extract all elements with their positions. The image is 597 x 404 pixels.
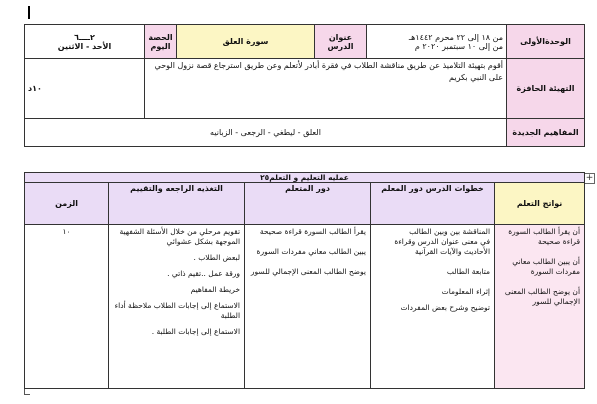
day-label: اليوم <box>150 41 171 51</box>
outcome-item: أن يقرأ الطالب السورة قراءة صحيحة <box>508 227 581 246</box>
feedback-item: ورقة عمل ..تقيم ذاتي . <box>167 269 241 278</box>
outcome-item: أن يوضح الطالب المعنى الإجمالي للسور <box>504 287 581 306</box>
step-item: متابعة الطالب <box>446 267 491 276</box>
unit-label: الوحدةالأولى <box>507 25 585 59</box>
motivation-text: أقوم بتهيئة التلاميذ عن طريق مناقشة الطلاب في فقرة أبادر لأتعلم وعن طريق استرجاع قصة نزول الوحي على النبي بكريم <box>145 59 507 119</box>
date-gregorian: من إلى ١٠ سبتمبر ٢٠٢٠ م <box>414 41 503 51</box>
table-move-handle[interactable]: + <box>585 173 594 183</box>
text-cursor <box>28 6 30 19</box>
step-item: المناقشة بين وبين الطالب <box>409 227 491 236</box>
student-role-cell <box>245 225 371 389</box>
motivation-time: ١٠د <box>25 59 145 119</box>
student-role-item: يقرأ الطالب السورة قراءة صحيحة <box>259 227 367 236</box>
time-cell <box>25 225 109 389</box>
day-value: الأحد - الاثنين <box>57 41 112 51</box>
date-hijri: من ١٨ إلى ٢٢ محرم ١٤٤٢هـ <box>408 32 503 42</box>
header-time: الزمن <box>25 183 109 225</box>
feedback-item: الاستماع إلى إجابات الطلبة . <box>151 327 241 336</box>
step-item: توضيح وشرح بعض المفردات <box>400 303 491 312</box>
student-role-item: يوضح الطالب المعنى الإجمالي للسور <box>250 267 367 276</box>
header-outcomes: نواتج التعلم <box>495 183 585 225</box>
feedback-cell <box>109 225 245 389</box>
lesson-header-table <box>24 24 585 147</box>
header-student-role: دور المتعلم <box>245 183 371 225</box>
feedback-item: خريطة المفاهيم <box>190 285 241 294</box>
new-concepts-label: المفاهيم الجديدة <box>507 119 585 147</box>
period-day-value <box>25 25 145 59</box>
process-title: عمليه التعليم و التعلم٢٥ <box>25 173 585 183</box>
feedback-item: الاستماع إلى إجابات الطلاب ملاحظة أداء الطلبة <box>114 301 241 320</box>
student-role-item: يبين الطالب معاني مفردات السورة <box>256 247 367 256</box>
period-label: الحصة <box>148 32 173 42</box>
header-feedback: التغذيه الراجعه والتقييم <box>109 183 245 225</box>
step-item: في معنى عنوان الدرس وقراءة الأحاديث والآيات القرآنية <box>394 237 491 256</box>
outcome-item: أن يبين الطالب معاني مفردات السورة <box>512 257 581 276</box>
date-range <box>367 25 507 59</box>
time-value: ١٠ <box>62 227 71 236</box>
feedback-item: لبعض الطلاب . <box>193 253 241 262</box>
lesson-title-label: عنوان الدرس <box>315 25 367 59</box>
motivation-label: التهيئة الحافزة <box>507 59 585 119</box>
period-day-label <box>145 25 177 59</box>
teaching-process-table <box>24 172 585 389</box>
step-item: إثراء المعلومات <box>441 287 491 296</box>
paragraph-end-mark <box>24 389 30 395</box>
lesson-title: سورة العلق <box>177 25 315 59</box>
outcomes-cell <box>495 225 585 389</box>
new-concepts-text: العلق - ليطغي - الرجعى - الزبانيه <box>25 119 507 147</box>
header-steps: خطوات الدرس دور المعلم <box>371 183 495 225</box>
period-value: ٢ــــ٦ <box>74 32 95 42</box>
steps-cell <box>371 225 495 389</box>
feedback-item: تقويم مرحلي من خلال الأسئلة الشفهية الموجهة بشكل عشوائي <box>119 227 241 246</box>
